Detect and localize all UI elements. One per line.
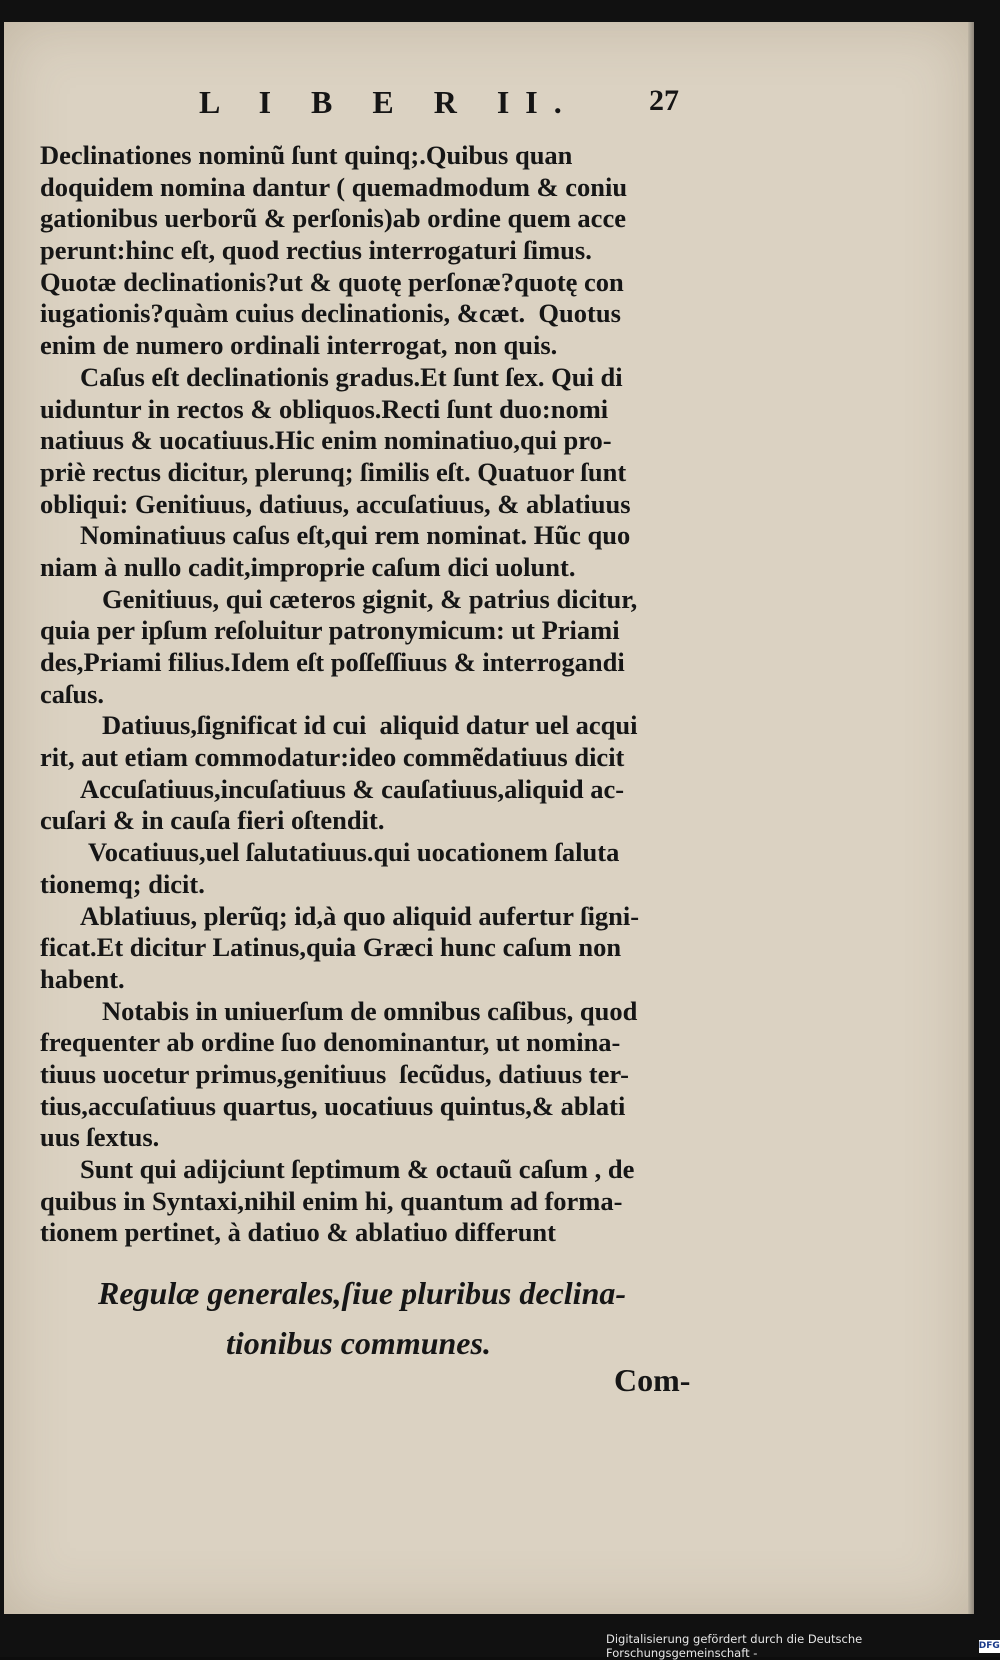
text-line: Quotæ declinationis?ut & quotę perſonæ?quotę con bbox=[40, 267, 716, 299]
text-line: obliqui: Genitiuus, datiuus, accuſatiuus, & ablatiuus bbox=[40, 489, 716, 521]
section-heading bbox=[98, 1268, 658, 1368]
text-line: ficat.Et dicitur Latinus,quia Græci hunc caſum non bbox=[40, 932, 716, 964]
main-text-block bbox=[40, 140, 716, 1249]
digitization-footer bbox=[606, 1636, 1000, 1656]
text-line: doquidem nomina dantur ( quemadmodum & coniu bbox=[40, 172, 716, 204]
text-line: frequenter ab ordine ſuo denominantur, ut nomina- bbox=[40, 1027, 716, 1059]
running-head: L I B E R II. bbox=[199, 84, 578, 121]
text-line: niam à nullo cadit,improprie caſum dici uolunt. bbox=[40, 552, 716, 584]
text-line: rit, aut etiam commodatur:ideo commẽdatiuus dicit bbox=[40, 742, 716, 774]
text-line: perunt:hinc eſt, quod rectius interrogaturi ſimus. bbox=[40, 235, 716, 267]
catchword: Com- bbox=[614, 1362, 690, 1399]
text-line: Caſus eſt declinationis gradus.Et ſunt ſex. Qui di bbox=[40, 362, 716, 394]
text-line: Declinationes nominũ ſunt quinq;.Quibus quan bbox=[40, 140, 716, 172]
text-line: caſus. bbox=[40, 679, 716, 711]
text-line: Ablatiuus, plerũq; id,à quo aliquid aufertur ſigni- bbox=[40, 901, 716, 933]
text-line: cuſari & in cauſa fieri oſtendit. bbox=[40, 805, 716, 837]
text-line: Vocatiuus,uel ſalutatiuus.qui uocationem ſaluta bbox=[40, 837, 716, 869]
text-line: quia per ipſum reſoluitur patronymicum: ut Priami bbox=[40, 615, 716, 647]
text-line: Sunt qui adijciunt ſeptimum & octauũ caſum , de bbox=[40, 1154, 716, 1186]
text-line: Accuſatiuus,incuſatiuus & cauſatiuus,aliquid ac- bbox=[40, 774, 716, 806]
text-line: gationibus uerborũ & perſonis)ab ordine quem acce bbox=[40, 203, 716, 235]
book-page bbox=[4, 22, 968, 1614]
text-line: Nominatiuus caſus eſt,qui rem nominat. Hũc quo bbox=[40, 520, 716, 552]
text-line: natiuus & uocatiuus.Hic enim nominatiuo,qui pro- bbox=[40, 425, 716, 457]
dfg-logo: DFG bbox=[979, 1640, 1000, 1653]
text-line: uiduntur in rectos & obliquos.Recti ſunt duo:nomi bbox=[40, 394, 716, 426]
funding-note: Digitalisierung gefördert durch die Deutsche Forschungsgemeinschaft - bbox=[606, 1632, 975, 1660]
text-line: priè rectus dicitur, plerunq; ſimilis eſt. Quatuor ſunt bbox=[40, 457, 716, 489]
text-line: habent. bbox=[40, 964, 716, 996]
section-heading-line-1: Regulæ generales,ſiue pluribus declina- bbox=[98, 1275, 626, 1311]
text-line: tionemq; dicit. bbox=[40, 869, 716, 901]
text-line: Genitiuus, qui cæteros gignit, & patrius dicitur, bbox=[40, 584, 716, 616]
text-line: iugationis?quàm cuius declinationis, &cæt. Quotus bbox=[40, 298, 716, 330]
text-line: tius,accuſatiuus quartus, uocatiuus quintus,& ablati bbox=[40, 1091, 716, 1123]
page-number: 27 bbox=[649, 84, 679, 118]
page-header bbox=[199, 84, 699, 124]
text-line: Datiuus,ſignificat id cui aliquid datur uel acqui bbox=[40, 710, 716, 742]
text-line: uus ſextus. bbox=[40, 1122, 716, 1154]
section-heading-line-2: tionibus communes. bbox=[98, 1318, 658, 1368]
text-line: Notabis in uniuerſum de omnibus caſibus, quod bbox=[40, 996, 716, 1028]
text-line: quibus in Syntaxi,nihil enim hi, quantum ad forma- bbox=[40, 1186, 716, 1218]
page-edge bbox=[968, 22, 974, 1614]
text-line: tionem pertinet, à datiuo & ablatiuo differunt bbox=[40, 1217, 716, 1249]
text-line: des,Priami filius.Idem eſt poſſeſſiuus & interrogandi bbox=[40, 647, 716, 679]
text-line: enim de numero ordinali interrogat, non quis. bbox=[40, 330, 716, 362]
text-line: tiuus uocetur primus,genitiuus ſecũdus, datiuus ter- bbox=[40, 1059, 716, 1091]
